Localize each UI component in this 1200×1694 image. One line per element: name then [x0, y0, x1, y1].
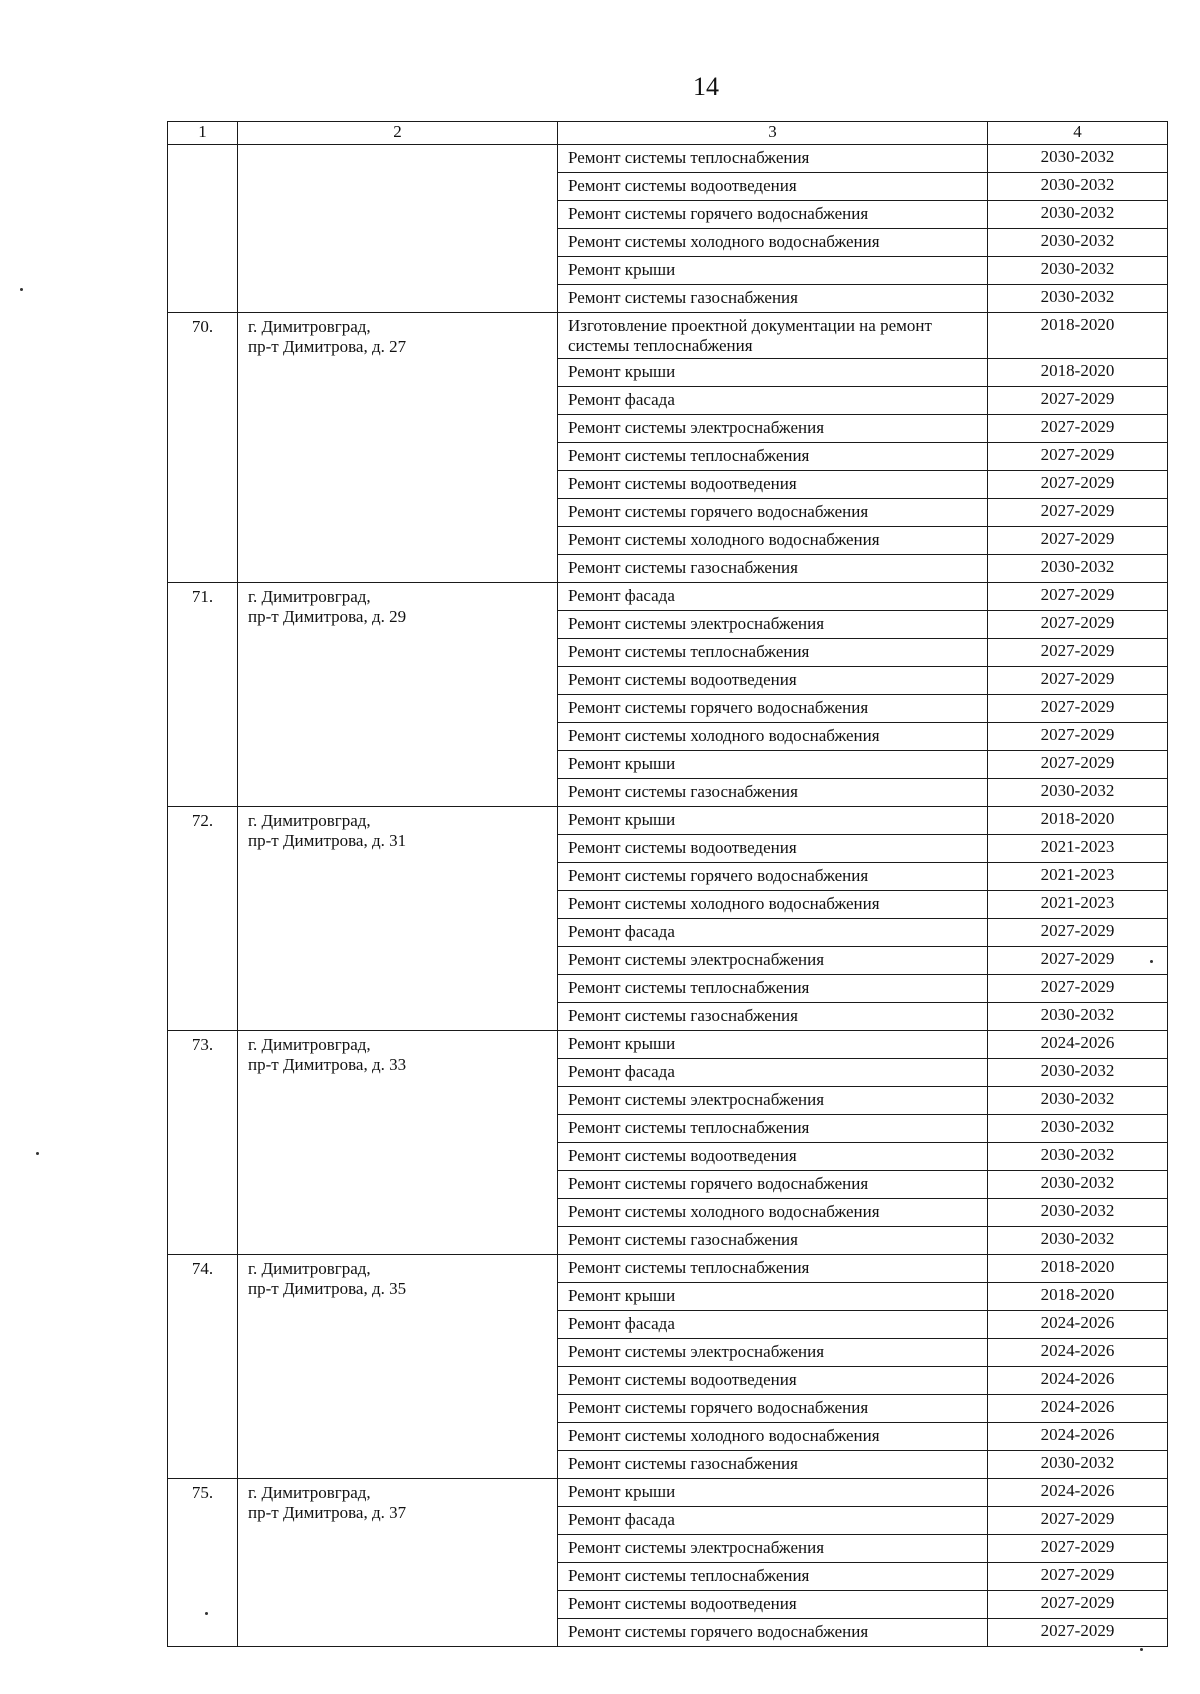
period-cell: 2018-2020 — [988, 1283, 1168, 1311]
work-type-cell: Ремонт системы водоотведения — [558, 173, 988, 201]
period-cell: 2024-2026 — [988, 1339, 1168, 1367]
period-cell: 2024-2026 — [988, 1479, 1168, 1507]
period-cell: 2030-2032 — [988, 1199, 1168, 1227]
header-col-4: 4 — [988, 122, 1168, 145]
work-type-cell: Ремонт системы холодного водоснабжения — [558, 723, 988, 751]
period-cell: 2030-2032 — [988, 201, 1168, 229]
period-cell: 2027-2029 — [988, 695, 1168, 723]
table-row — [168, 807, 1168, 835]
table-row — [168, 1031, 1168, 1059]
work-type-cell: Ремонт системы газоснабжения — [558, 1003, 988, 1031]
table-header — [168, 122, 1168, 145]
table-row — [168, 145, 1168, 173]
work-type-cell: Ремонт системы газоснабжения — [558, 1451, 988, 1479]
address-street: пр-т Димитрова, д. 33 — [248, 1055, 407, 1074]
address-cell — [238, 145, 558, 313]
work-type-cell: Ремонт системы водоотведения — [558, 1591, 988, 1619]
page-number: 14 — [693, 72, 719, 101]
header-col-3: 3 — [558, 122, 988, 145]
address-cell — [238, 583, 558, 807]
period-cell: 2027-2029 — [988, 387, 1168, 415]
period-cell: 2018-2020 — [988, 359, 1168, 387]
period-cell: 2027-2029 — [988, 443, 1168, 471]
work-type-cell: Ремонт системы газоснабжения — [558, 779, 988, 807]
work-type-cell: Ремонт фасада — [558, 1059, 988, 1087]
work-type-cell: Ремонт системы электроснабжения — [558, 415, 988, 443]
address-city: г. Димитровград, — [248, 1483, 371, 1502]
table-body — [168, 145, 1168, 1647]
period-cell: 2027-2029 — [988, 975, 1168, 1003]
header-row — [168, 122, 1168, 145]
work-type-cell: Ремонт системы водоотведения — [558, 1143, 988, 1171]
table-row — [168, 1255, 1168, 1283]
work-type-cell: Ремонт системы теплоснабжения — [558, 145, 988, 173]
work-type-cell: Ремонт системы холодного водоснабжения — [558, 527, 988, 555]
period-cell: 2024-2026 — [988, 1031, 1168, 1059]
period-cell: 2027-2029 — [988, 611, 1168, 639]
work-type-cell: Ремонт системы электроснабжения — [558, 611, 988, 639]
period-cell: 2030-2032 — [988, 555, 1168, 583]
table-row — [168, 1479, 1168, 1507]
period-cell: 2030-2032 — [988, 779, 1168, 807]
work-type-cell: Ремонт системы горячего водоснабжения — [558, 863, 988, 891]
row-number-cell — [168, 145, 238, 313]
row-number-cell: 74. — [168, 1255, 238, 1479]
period-cell: 2027-2029 — [988, 499, 1168, 527]
period-cell: 2021-2023 — [988, 863, 1168, 891]
period-cell: 2027-2029 — [988, 1619, 1168, 1647]
period-cell: 2027-2029 — [988, 667, 1168, 695]
address-street: пр-т Димитрова, д. 37 — [248, 1503, 407, 1522]
work-type-cell: Ремонт крыши — [558, 1031, 988, 1059]
work-type-cell: Ремонт фасада — [558, 583, 988, 611]
scan-speck — [1150, 960, 1153, 963]
table-row — [168, 313, 1168, 359]
work-type-cell: Ремонт крыши — [558, 1283, 988, 1311]
scan-speck — [36, 1152, 39, 1155]
row-number-cell: 70. — [168, 313, 238, 583]
work-type-cell: Изготовление проектной документации на ремонт системы теплоснабжения — [558, 313, 988, 359]
row-number-cell: 73. — [168, 1031, 238, 1255]
table-row — [168, 583, 1168, 611]
address-city: г. Димитровград, — [248, 1259, 371, 1278]
period-cell: 2030-2032 — [988, 229, 1168, 257]
work-type-cell: Ремонт системы горячего водоснабжения — [558, 499, 988, 527]
period-cell: 2030-2032 — [988, 1115, 1168, 1143]
work-type-cell: Ремонт системы газоснабжения — [558, 555, 988, 583]
work-type-cell: Ремонт системы водоотведения — [558, 471, 988, 499]
period-cell: 2027-2029 — [988, 1591, 1168, 1619]
period-cell: 2027-2029 — [988, 919, 1168, 947]
work-type-cell: Ремонт системы газоснабжения — [558, 1227, 988, 1255]
period-cell: 2027-2029 — [988, 751, 1168, 779]
period-cell: 2030-2032 — [988, 1003, 1168, 1031]
period-cell: 2027-2029 — [988, 1535, 1168, 1563]
row-number-cell: 75. — [168, 1479, 238, 1647]
work-type-cell: Ремонт крыши — [558, 257, 988, 285]
repair-schedule-table — [167, 121, 1168, 1647]
period-cell: 2018-2020 — [988, 1255, 1168, 1283]
period-cell: 2024-2026 — [988, 1423, 1168, 1451]
period-cell: 2030-2032 — [988, 1087, 1168, 1115]
address-street: пр-т Димитрова, д. 27 — [248, 337, 407, 356]
scan-speck — [205, 1612, 208, 1615]
address-street: пр-т Димитрова, д. 29 — [248, 607, 407, 626]
work-type-cell: Ремонт системы теплоснабжения — [558, 1115, 988, 1143]
address-city: г. Димитровград, — [248, 811, 371, 830]
period-cell: 2030-2032 — [988, 1143, 1168, 1171]
period-cell: 2027-2029 — [988, 415, 1168, 443]
work-type-cell: Ремонт системы теплоснабжения — [558, 975, 988, 1003]
work-type-cell: Ремонт системы горячего водоснабжения — [558, 1619, 988, 1647]
row-number-cell: 72. — [168, 807, 238, 1031]
period-cell: 2030-2032 — [988, 257, 1168, 285]
work-type-cell: Ремонт системы холодного водоснабжения — [558, 229, 988, 257]
period-cell: 2027-2029 — [988, 639, 1168, 667]
address-street: пр-т Димитрова, д. 35 — [248, 1279, 407, 1298]
period-cell: 2027-2029 — [988, 471, 1168, 499]
address-city: г. Димитровград, — [248, 587, 371, 606]
work-type-cell: Ремонт крыши — [558, 807, 988, 835]
work-type-cell: Ремонт системы электроснабжения — [558, 1535, 988, 1563]
work-type-cell: Ремонт фасада — [558, 387, 988, 415]
work-type-cell: Ремонт системы горячего водоснабжения — [558, 201, 988, 229]
period-cell: 2030-2032 — [988, 1451, 1168, 1479]
period-cell: 2024-2026 — [988, 1395, 1168, 1423]
work-type-cell: Ремонт фасада — [558, 1311, 988, 1339]
period-cell: 2018-2020 — [988, 313, 1168, 359]
address-city: г. Димитровград, — [248, 317, 371, 336]
work-type-cell: Ремонт системы электроснабжения — [558, 1087, 988, 1115]
work-type-cell: Ремонт системы электроснабжения — [558, 1339, 988, 1367]
period-cell: 2030-2032 — [988, 1171, 1168, 1199]
period-cell: 2024-2026 — [988, 1367, 1168, 1395]
work-type-cell: Ремонт системы теплоснабжения — [558, 1563, 988, 1591]
period-cell: 2030-2032 — [988, 1227, 1168, 1255]
work-type-cell: Ремонт крыши — [558, 751, 988, 779]
period-cell: 2030-2032 — [988, 173, 1168, 201]
work-type-cell: Ремонт фасада — [558, 1507, 988, 1535]
period-cell: 2018-2020 — [988, 807, 1168, 835]
period-cell: 2030-2032 — [988, 145, 1168, 173]
work-type-cell: Ремонт системы горячего водоснабжения — [558, 1171, 988, 1199]
period-cell: 2024-2026 — [988, 1311, 1168, 1339]
work-type-cell: Ремонт фасада — [558, 919, 988, 947]
period-cell: 2030-2032 — [988, 1059, 1168, 1087]
work-type-cell: Ремонт системы теплоснабжения — [558, 1255, 988, 1283]
period-cell: 2027-2029 — [988, 527, 1168, 555]
address-cell — [238, 1031, 558, 1255]
work-type-cell: Ремонт системы водоотведения — [558, 1367, 988, 1395]
work-type-cell: Ремонт системы горячего водоснабжения — [558, 1395, 988, 1423]
period-cell: 2021-2023 — [988, 891, 1168, 919]
row-number-cell: 71. — [168, 583, 238, 807]
address-cell — [238, 807, 558, 1031]
period-cell: 2027-2029 — [988, 947, 1168, 975]
address-street: пр-т Димитрова, д. 31 — [248, 831, 407, 850]
work-type-cell: Ремонт системы холодного водоснабжения — [558, 1423, 988, 1451]
work-type-cell: Ремонт системы газоснабжения — [558, 285, 988, 313]
work-type-cell: Ремонт системы водоотведения — [558, 835, 988, 863]
address-cell — [238, 1479, 558, 1647]
work-type-cell: Ремонт системы теплоснабжения — [558, 443, 988, 471]
work-type-cell: Ремонт системы теплоснабжения — [558, 639, 988, 667]
work-type-cell: Ремонт крыши — [558, 359, 988, 387]
header-col-2: 2 — [238, 122, 558, 145]
scan-speck — [20, 288, 23, 291]
address-city: г. Димитровград, — [248, 1035, 371, 1054]
period-cell: 2021-2023 — [988, 835, 1168, 863]
work-type-cell: Ремонт системы электроснабжения — [558, 947, 988, 975]
address-cell — [238, 1255, 558, 1479]
work-type-cell: Ремонт системы водоотведения — [558, 667, 988, 695]
period-cell: 2027-2029 — [988, 1507, 1168, 1535]
period-cell: 2027-2029 — [988, 1563, 1168, 1591]
work-type-cell: Ремонт системы холодного водоснабжения — [558, 1199, 988, 1227]
period-cell: 2027-2029 — [988, 723, 1168, 751]
scan-speck — [1140, 1648, 1143, 1651]
work-type-cell: Ремонт крыши — [558, 1479, 988, 1507]
address-cell — [238, 313, 558, 583]
period-cell: 2027-2029 — [988, 583, 1168, 611]
period-cell: 2030-2032 — [988, 285, 1168, 313]
work-type-cell: Ремонт системы холодного водоснабжения — [558, 891, 988, 919]
header-col-1: 1 — [168, 122, 238, 145]
work-type-cell: Ремонт системы горячего водоснабжения — [558, 695, 988, 723]
